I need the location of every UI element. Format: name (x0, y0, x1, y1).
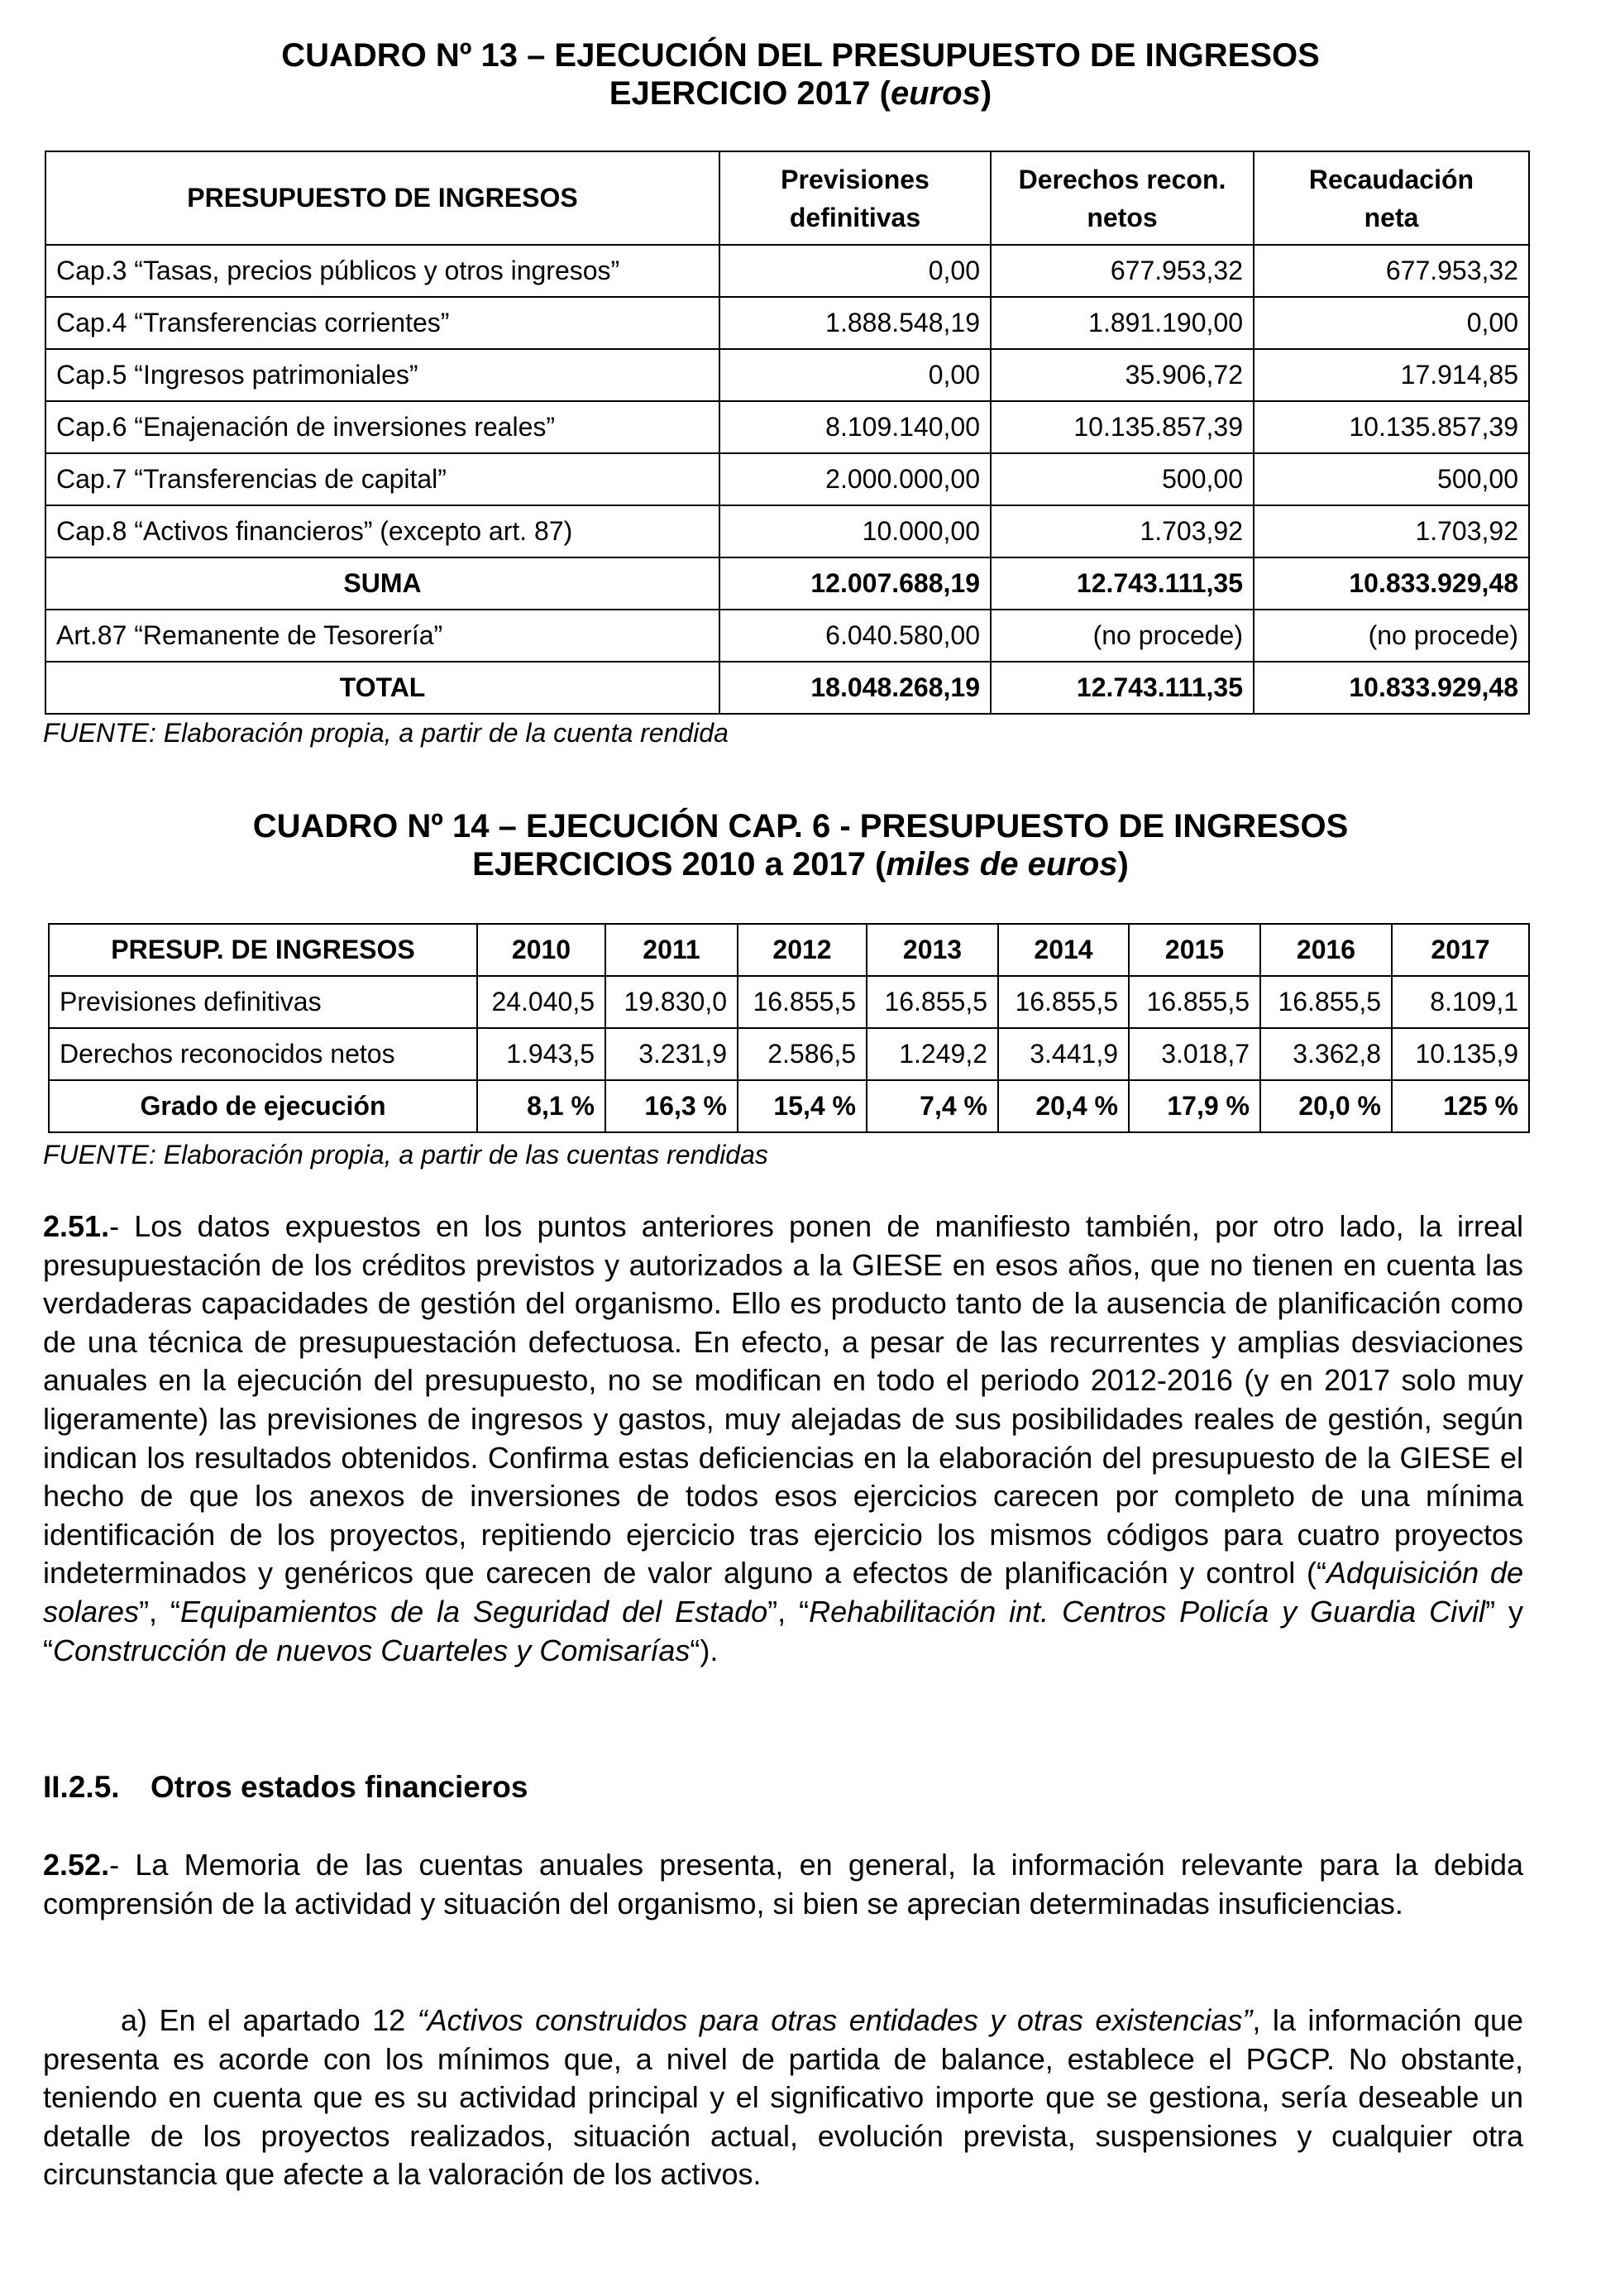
table-cell: 1.943,5 (477, 1028, 605, 1080)
cell-derechos: (no procede) (991, 610, 1254, 662)
cell-recaudacion: 17.914,85 (1254, 349, 1529, 401)
paragraph-number: 2.52. (43, 1848, 110, 1882)
list-marker: a) (121, 2003, 148, 2037)
cell-previsiones: 0,00 (719, 349, 991, 401)
paragraph-2-52: 2.52.- La Memoria de las cuentas anuales presenta, en general, la información relevante para la debida comprensión de la actividad y situación del organismo, si bien se aprecian determinadas insuficiencias. (43, 1848, 1523, 1921)
table-cell: 17,9 % (1129, 1080, 1260, 1132)
col-header-concept: PRESUPUESTO DE INGRESOS (45, 151, 719, 245)
col-header-year: 2017 (1392, 924, 1529, 976)
row-concept: Art.87 “Remanente de Tesorería” (45, 610, 719, 662)
table-row (45, 349, 1529, 401)
cell-recaudacion: 500,00 (1254, 453, 1529, 505)
table-cell: 125 % (1392, 1080, 1529, 1132)
cell-recaudacion: 10.833.929,48 (1254, 662, 1529, 714)
cell-previsiones: 1.888.548,19 (719, 297, 991, 349)
table-cell: 2.586,5 (738, 1028, 867, 1080)
row-concept: Cap.7 “Transferencias de capital” (45, 453, 719, 505)
cuadro14-title (0, 807, 1601, 883)
col-header-year: 2012 (738, 924, 867, 976)
cuadro13-table (45, 151, 1530, 715)
row-label: Previsiones definitivas (49, 976, 477, 1028)
table-header-row (45, 151, 1529, 245)
table-cell: 24.040,5 (477, 976, 605, 1028)
table-row (45, 245, 1529, 297)
col-header-year: 2010 (477, 924, 605, 976)
table-row (49, 976, 1529, 1028)
row-label: Grado de ejecución (49, 1080, 477, 1132)
col-header-previsiones: Previsiones definitivas (719, 151, 991, 245)
col-header-recaudacion: Recaudación neta (1254, 151, 1529, 245)
paragraph-number: 2.51. (43, 1209, 110, 1243)
cell-previsiones: 18.048.268,19 (719, 662, 991, 714)
table-cell: 3.018,7 (1129, 1028, 1260, 1080)
col-header-year: 2011 (605, 924, 738, 976)
row-concept: Cap.3 “Tasas, precios públicos y otros ingresos” (45, 245, 719, 297)
table-cell: 19.830,0 (605, 976, 738, 1028)
cell-previsiones: 12.007.688,19 (719, 557, 991, 610)
cell-derechos: 1.703,92 (991, 505, 1254, 557)
table-row (49, 1028, 1529, 1080)
cell-recaudacion: 677.953,32 (1254, 245, 1529, 297)
section-number: II.2.5. (43, 1770, 120, 1804)
table-row-grado (49, 1080, 1529, 1132)
row-concept: Cap.5 “Ingresos patrimoniales” (45, 349, 719, 401)
table-cell: 20,4 % (998, 1080, 1129, 1132)
cell-derechos: 10.135.857,39 (991, 401, 1254, 453)
cuadro13-title-line2: EJERCICIO 2017 (euros) (609, 75, 992, 112)
table-row (45, 297, 1529, 349)
cell-previsiones: 10.000,00 (719, 505, 991, 557)
table-cell: 16.855,5 (1129, 976, 1260, 1028)
cuadro14-table (48, 923, 1530, 1133)
cell-previsiones: 6.040.580,00 (719, 610, 991, 662)
row-label: Derechos reconocidos netos (49, 1028, 477, 1080)
col-header-derechos: Derechos recon. netos (991, 151, 1254, 245)
row-concept: SUMA (45, 557, 719, 610)
cell-recaudacion: 10.135.857,39 (1254, 401, 1529, 453)
cuadro13-title (0, 36, 1601, 112)
table-cell: 8,1 % (477, 1080, 605, 1132)
cell-recaudacion: 0,00 (1254, 297, 1529, 349)
cell-previsiones: 0,00 (719, 245, 991, 297)
table-cell: 20,0 % (1260, 1080, 1392, 1132)
cell-derechos: 35.906,72 (991, 349, 1254, 401)
table-cell: 16.855,5 (738, 976, 867, 1028)
cuadro14-source: FUENTE: Elaboración propia, a partir de las cuentas rendidas (43, 1140, 768, 1170)
cuadro14-title-line2: EJERCICIOS 2010 a 2017 (miles de euros) (472, 846, 1129, 883)
col-header-year: 2013 (867, 924, 998, 976)
table-row (45, 610, 1529, 662)
table-row-suma (45, 557, 1529, 610)
cell-recaudacion: 10.833.929,48 (1254, 557, 1529, 610)
row-concept: TOTAL (45, 662, 719, 714)
table-cell: 7,4 % (867, 1080, 998, 1132)
table-cell: 8.109,1 (1392, 976, 1529, 1028)
cell-derechos: 677.953,32 (991, 245, 1254, 297)
table-header-row (49, 924, 1529, 976)
table-cell: 16.855,5 (867, 976, 998, 1028)
cell-derechos: 1.891.190,00 (991, 297, 1254, 349)
cell-previsiones: 8.109.140,00 (719, 401, 991, 453)
section-title: Otros estados financieros (151, 1770, 528, 1804)
table-cell: 16.855,5 (998, 976, 1129, 1028)
section-heading (43, 1770, 528, 1805)
table-cell: 3.441,9 (998, 1028, 1129, 1080)
row-concept: Cap.8 “Activos financieros” (excepto art. 87) (45, 505, 719, 557)
table-cell: 16,3 % (605, 1080, 738, 1132)
col-header-year: 2015 (1129, 924, 1260, 976)
table-row (45, 505, 1529, 557)
table-row (45, 401, 1529, 453)
cuadro14-title-line1: CUADRO Nº 14 – EJECUCIÓN CAP. 6 - PRESUPUESTO DE INGRESOS (252, 808, 1349, 844)
cell-recaudacion: 1.703,92 (1254, 505, 1529, 557)
paragraph-2-51: 2.51.- Los datos expuestos en los puntos anteriores ponen de manifiesto también, por otro lado, la irreal presupuestación de los créditos previstos y autorizados a la GIESE en esos años, que no tienen en cuenta las verdaderas capacidades de gestión del organismo. Ello es producto tanto de la ausencia de planificación como de una técnica de presupuestación defectuosa. En efecto, a pesar de las recurrentes y amplias desviaciones anuales en la ejecución del presupuesto, no se modifican en todo el periodo 2012-2016 (y en 2017 solo muy ligeramente) las previsiones de ingresos y gastos, muy alejadas de sus posibilidades reales de gestión, según indican los resultados obtenidos. Confirma estas deficiencias en la elaboración del presupuesto de la GIESE el hecho de que los anexos de inversiones de todos esos ejercicios carecen por completo de una mínima identificación de los proyectos, repitiendo ejercicio tras ejercicio los mismos códigos para cuatro proyectos indeterminados y genéricos que carecen de valor alguno a efectos de planificación y control (“Adquisición de solares”, “Equipamientos de la Seguridad del Estado”, “Rehabilitación int. Centros Policía y Guardia Civil” y “Construcción de nuevos Cuarteles y Comisarías“). (43, 1209, 1523, 1667)
cell-recaudacion: (no procede) (1254, 610, 1529, 662)
table-row (45, 453, 1529, 505)
table-row-total (45, 662, 1529, 714)
col-header-year: 2016 (1260, 924, 1392, 976)
col-header-label: PRESUP. DE INGRESOS (49, 924, 477, 976)
table-cell: 15,4 % (738, 1080, 867, 1132)
row-concept: Cap.6 “Enajenación de inversiones reales” (45, 401, 719, 453)
cell-previsiones: 2.000.000,00 (719, 453, 991, 505)
table-cell: 10.135,9 (1392, 1028, 1529, 1080)
cell-derechos: 500,00 (991, 453, 1254, 505)
table-cell: 3.231,9 (605, 1028, 738, 1080)
col-header-year: 2014 (998, 924, 1129, 976)
cell-derechos: 12.743.111,35 (991, 557, 1254, 610)
table-cell: 16.855,5 (1260, 976, 1392, 1028)
cuadro13-source: FUENTE: Elaboración propia, a partir de la cuenta rendida (43, 718, 729, 748)
paragraph-a: a) En el apartado 12 “Activos construidos para otras entidades y otras existencias”, la información que presenta es acorde con los mínimos que, a nivel de partida de balance, establece el PGCP. No obstante, teniendo en cuenta que es su actividad principal y el significativo importe que se gestiona, sería deseable un detalle de los proyectos realizados, situación actual, evolución prevista, suspensiones y cualquier otra circunstancia que afecte a la valoración de los activos. (43, 2003, 1524, 2192)
cell-derechos: 12.743.111,35 (991, 662, 1254, 714)
row-concept: Cap.4 “Transferencias corrientes” (45, 297, 719, 349)
cuadro13-title-line1: CUADRO Nº 13 – EJECUCIÓN DEL PRESUPUESTO DE INGRESOS (281, 37, 1320, 74)
table-cell: 3.362,8 (1260, 1028, 1392, 1080)
table-cell: 1.249,2 (867, 1028, 998, 1080)
